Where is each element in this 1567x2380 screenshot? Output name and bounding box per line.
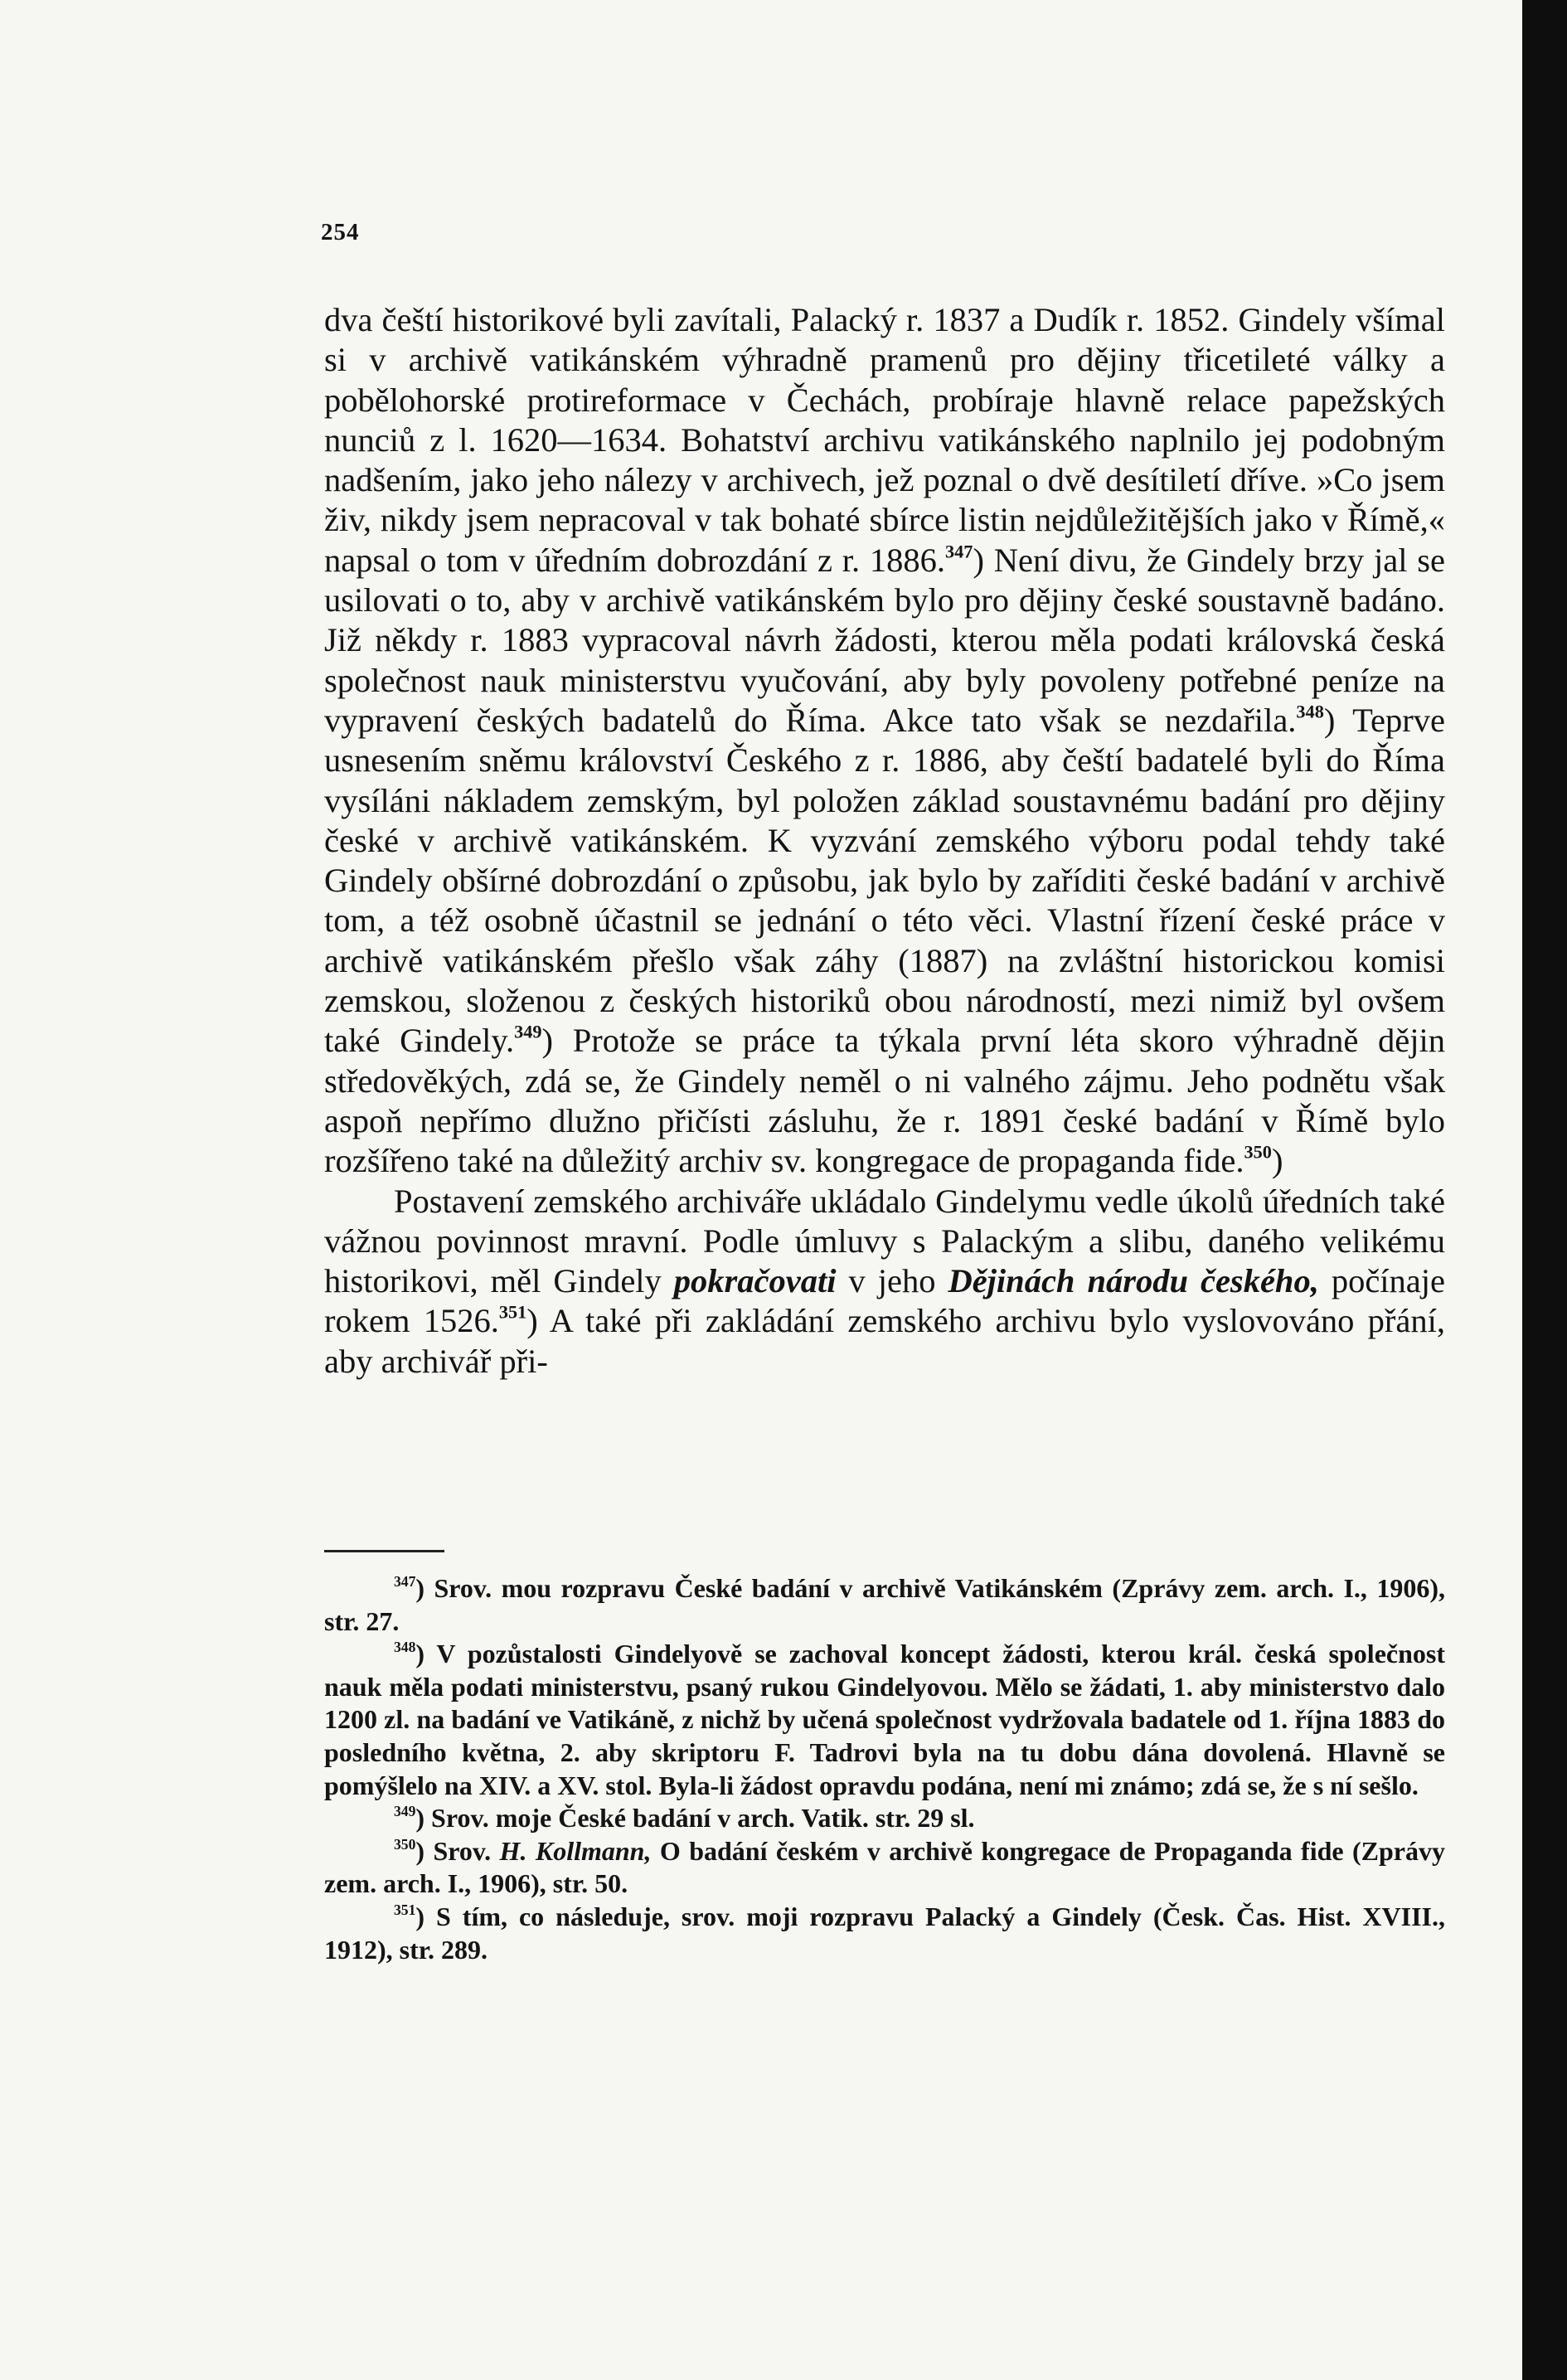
- text-run: dva čeští historikové byli zavítali, Palacký r. 1837 a Dudík r. 1852. Gindely všímal si v archivě vatikánském výhradně pramenů pro dějiny třicetileté války a pobělohorské protireformace v Čechách, probíraje hlavně relace papežských nunciů z l. 1620—1634. Bohatství archivu vatikánského naplnilo jej podobným nadšením, jako jeho nálezy v archivech, jež poznal o dvě desítiletí dříve. »Co jsem živ, nikdy jsem nepracoval v tak bohaté sbírce listin nejdůležitějších jako v Římě,« napsal o tom v úředním dobrozdání z r. 1886.: [324, 301, 1445, 579]
- text-run: ) Není divu, že Gindely brzy jal se usilovati o to, aby v archivě vatikánském bylo pro dějiny české soustavně badáno. Již někdy r. 1883 vypracoval návrh žádosti, kterou měla podati královská česká společnost nauk ministerstvu vyučování, aby byly povoleny potřebné peníze na vypravení českých badatelů do Říma. Akce tato však se nezdařila.: [324, 541, 1446, 739]
- footnote-separator: [324, 1550, 444, 1552]
- footnote-text: ) V pozůstalosti Gindelyově se zachoval koncept žádosti, kterou král. česká společnost nauk měla podati ministerstvu, psaný rukou Gindelyovou. Mělo se žádati, 1. aby ministerstvo dalo 1200 zl. na badání ve Vatikáně, z nichž by učená společnost vydržovala badatele od 1. října 1883 do posledního května, 2. aby skriptoru F. Tadrovi byla na tu dobu dána dovolená. Hlavně se pomýšlelo na XIV. a XV. stol. Byla-li žádost opravdu podána, není mi známo; zdá se, že s ní sešlo.: [324, 1639, 1445, 1800]
- page-number: 254: [321, 219, 360, 245]
- footnote-350: [324, 1835, 1445, 1901]
- body-text: [324, 300, 1445, 1382]
- scan-border: [1522, 0, 1567, 2380]
- footnote-number: 350: [394, 1835, 416, 1853]
- footnote-number: 347: [394, 1572, 416, 1590]
- text-run: v jeho: [836, 1262, 948, 1300]
- footnote-ref-347: 347: [945, 541, 973, 562]
- footnote-ref-349: 349: [514, 1021, 542, 1042]
- paragraph-1: [324, 300, 1445, 1182]
- footnote-text: ) Srov. mou rozpravu České badání v archivě Vatikánském (Zprávy zem. arch. I., 1906), str. 27.: [324, 1573, 1445, 1636]
- footnote-349: [324, 1802, 1445, 1835]
- footnotes: [324, 1572, 1445, 1966]
- footnote-ref-348: 348: [1296, 701, 1324, 722]
- footnote-number: 348: [394, 1639, 416, 1655]
- emphasis-pokracovati: pokračovati: [673, 1262, 837, 1300]
- footnote-text: ) Srov. moje České badání v arch. Vatik. str. 29 sl.: [415, 1803, 975, 1834]
- footnote-347: [324, 1572, 1445, 1638]
- emphasis-book-title: Dějinách národu českého,: [948, 1262, 1319, 1300]
- footnote-number: 349: [394, 1802, 416, 1819]
- footnote-number: 351: [394, 1901, 416, 1918]
- text-run: ) Protože se práce ta týkala první léta skoro výhradně dějin středověkých, zdá se, že Gindely neměl o ni valného zájmu. Jeho podnětu však aspoň nepřímo dlužno přičísti zásluhu, že r. 1891 české badání v Římě bylo rozšířeno také na důležitý archiv sv. kongregace de propaganda fide.: [324, 1022, 1445, 1180]
- footnote-348: [324, 1638, 1445, 1802]
- author-name: H. Kollmann,: [499, 1835, 652, 1866]
- footnote-ref-351: 351: [498, 1301, 527, 1323]
- footnote-ref-350: 350: [1244, 1141, 1272, 1163]
- text-run: ) A také při zakládání zemského archivu bylo vyslovováno přání, aby archivář při-: [324, 1302, 1445, 1380]
- footnote-351: [324, 1901, 1445, 1966]
- text-run: počínaje rokem 1526.: [324, 1262, 1445, 1340]
- footnote-text: O badání českém v archivě kongregace de Propaganda fide (Zprávy zem. arch. I., 1906), str. 50.: [324, 1835, 1446, 1899]
- footnote-text: ) S tím, co následuje, srov. moji rozpravu Palacký a Gindely (Česk. Čas. Hist. XVIII., 1912), str. 289.: [324, 1901, 1445, 1965]
- text-run: ): [1271, 1142, 1283, 1180]
- paragraph-2: [324, 1182, 1445, 1382]
- footnote-text: ) Srov.: [415, 1835, 500, 1866]
- text-run: Postavení zemského archiváře ukládalo Gindelymu vedle úkolů úředních také vážnou povinnost mravní. Podle úmluvy s Palackým a slibu, daného velikému historikovi, měl Gindely: [324, 1182, 1445, 1300]
- text-run: ) Teprve usnesením sněmu království Českého z r. 1886, aby čeští badatelé byli do Říma vysíláni nákladem zemským, byl položen základ soustavnému badání pro dějiny české v archivě vatikánském. K vyzvání zemského výboru podal tehdy také Gindely obšírné dobrozdání o způsobu, jak bylo by zaříditi české badání v archivě tom, a též osobně účastnil se jednání o této věci. Vlastní řízení české práce v archivě vatikánském přešlo však záhy (1887) na zvláštní historickou komisi zemskou, složenou z českých historiků obou národností, mezi nimiž byl ovšem také Gindely.: [324, 701, 1445, 1060]
